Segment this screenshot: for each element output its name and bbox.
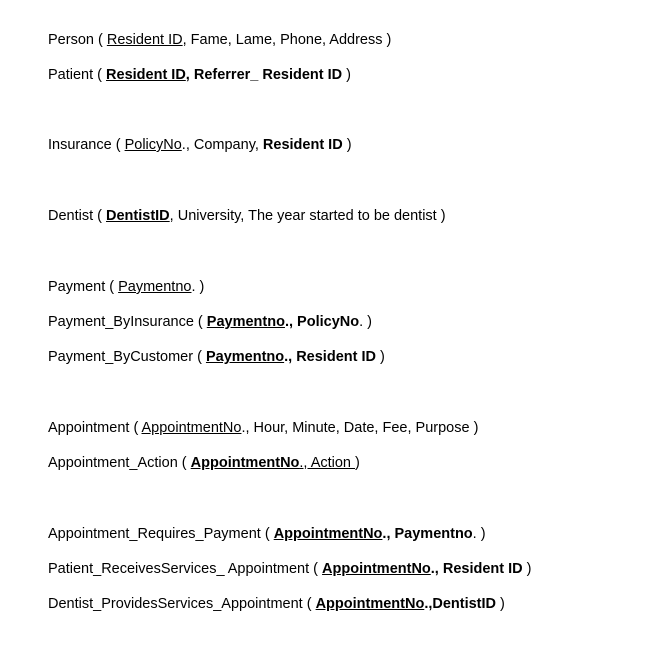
schema-line-patient [48, 66, 351, 84]
schema-line-person [48, 31, 391, 49]
segment-text: ., Company, [181, 137, 263, 153]
segment-text: , University, The year started to be dentist ) [169, 208, 446, 224]
segment-text: AppointmentNo [190, 455, 300, 471]
segment-text: DentistID [106, 208, 170, 224]
schema-line-payment-bycustomer [48, 348, 385, 366]
segment-text: AppointmentNo [273, 526, 383, 542]
segment-text: ) [496, 596, 505, 612]
segment-text: ., Action [299, 455, 356, 471]
schema-line-appointment-requires-payment [48, 525, 486, 543]
segment-text: , Referrer_ Resident ID [185, 67, 343, 83]
segment-text: ) [342, 67, 351, 83]
segment-text: Dentist_ProvidesServices_Appointment ( [48, 596, 316, 612]
segment-text: .,DentistID [424, 596, 497, 612]
segment-text: ., PolicyNo [284, 314, 360, 330]
segment-text: AppointmentNo [315, 596, 425, 612]
segment-text: ., Hour, Minute, Date, Fee, Purpose ) [241, 420, 479, 436]
segment-text: Resident ID [106, 32, 183, 48]
segment-text: ) [522, 561, 532, 577]
segment-text: Dentist ( [48, 208, 107, 224]
segment-text: , Fame, Lame, Phone, Address ) [182, 32, 392, 48]
segment-text: Appointment_Action ( [48, 455, 191, 471]
segment-text: AppointmentNo [322, 561, 431, 577]
schema-line-insurance [48, 136, 352, 154]
segment-text: ., Resident ID [430, 561, 523, 577]
segment-text: . ) [359, 314, 372, 330]
segment-text: Appointment ( [48, 420, 142, 436]
segment-text: Payment_ByCustomer ( [48, 349, 206, 365]
segment-text: ) [355, 455, 360, 471]
schema-line-payment [48, 278, 204, 296]
segment-text: Appointment_Requires_Payment ( [48, 526, 274, 542]
segment-text: ) [342, 137, 352, 153]
schema-line-dentist-providesservices-appointment [48, 595, 505, 613]
segment-text: ., Paymentno [382, 526, 473, 542]
segment-text: ., Resident ID [284, 349, 376, 365]
segment-text: Paymentno [206, 314, 285, 330]
schema-line-payment-byinsurance [48, 313, 372, 331]
segment-text: Paymentno [118, 279, 192, 295]
segment-text: Payment ( [48, 279, 119, 295]
segment-text: . ) [472, 526, 486, 542]
schema-line-appointment-action [48, 454, 360, 472]
segment-text: Paymentno [205, 349, 285, 365]
schema-line-appointment [48, 419, 478, 437]
segment-text: Patient_ReceivesServices_ Appointment ( [48, 561, 323, 577]
segment-text: Payment_ByInsurance ( [48, 314, 207, 330]
segment-text: Resident ID [106, 67, 186, 83]
segment-text: Person ( [48, 32, 107, 48]
segment-text: Resident ID [262, 137, 343, 153]
schema-line-patient-receivesservices-appointment [48, 560, 532, 578]
schema-line-dentist [48, 207, 446, 225]
segment-text: Patient ( [48, 67, 107, 83]
segment-text: Insurance ( [48, 137, 125, 153]
segment-text: PolicyNo [124, 137, 182, 153]
segment-text: AppointmentNo [141, 420, 242, 436]
segment-text: ) [375, 349, 385, 365]
segment-text: . ) [191, 279, 205, 295]
